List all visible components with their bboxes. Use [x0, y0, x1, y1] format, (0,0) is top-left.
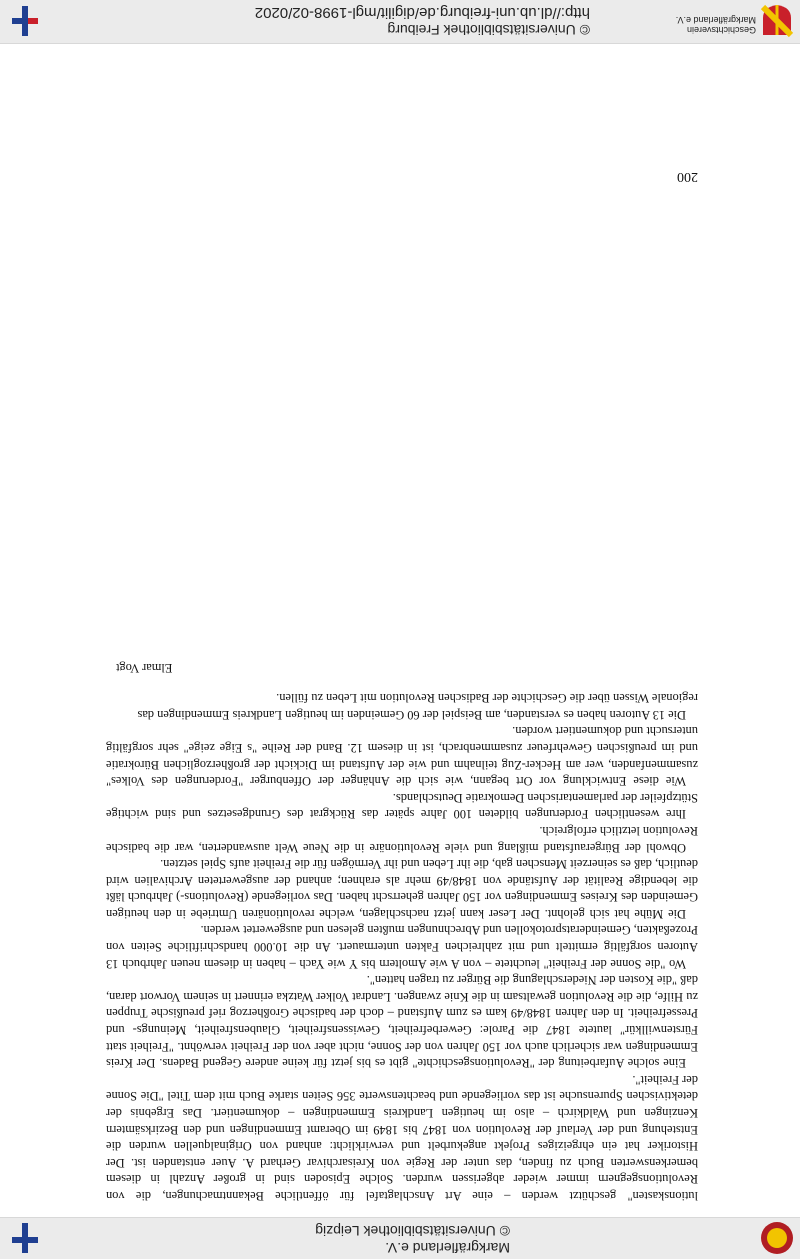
- paragraph: Obwohl der Bürgeraufstand mißlang und viele Revolutionäre in die Neue Welt auswanderten, war die badische Revolution letztlich erfolgreich.: [106, 823, 698, 855]
- document-body: [106, 659, 698, 1204]
- footer-source-link[interactable]: http://dl.ub.uni-freiburg.de/digilit/mgl-1998-02/0202: [254, 4, 590, 21]
- paragraph: Die Mühe hat sich gelohnt. Der Leser kann jetzt nachschlagen, welche revolutionären Umtriebe in den heutigen Gemeinden des Kreises Emmendingen vor 150 Jahren geherrscht haben. Das vorliegende (Revolutions-) Jahrbuch läßt die lebendige Realität der Aufstände von 1848/49 mehr als erahnen; anhand der ausgewerteten Archivalien wird deutlich, daß es seinerzeit Menschen gab, die ihr Leben und ihr Vermögen für die Freiheit aufs Spiel setzten.: [106, 857, 698, 921]
- paragraph: Wo "die Sonne der Freiheit" leuchtete – von A wie Amoltern bis Y wie Yach – haben in diesem neuen Jahrbuch 13 Autoren sorgfältig ermittelt und mit zahlreichen Fakten untermauert. An die 10.000 handschriftliche Seiten von Prozeßakten, Gemeinderatsprotokollen und Abrechnungen mußten gelesen und ausgewertet werden.: [106, 923, 698, 971]
- author-signature: Elmar Vogt: [116, 660, 173, 675]
- association-crest-icon: [760, 1221, 794, 1255]
- paragraph: Wie diese Entwicklung vor Ort begann, wie sich die Anhänger der Offenburger "Forderungen des Volkes" zusammenfanden, wer am Hecker-Zug teilnahm und wie der Aufstand im Dickicht der großherzoglichen Bürokratie und im preußischen Gewehrfeuer zusammenbrach, ist in diesem 12. Band der Reihe "s Eige zeige" sehr sorgfältig untersucht und dokumentiert worden.: [106, 724, 698, 789]
- header-line-2: © Universitätsbibliothek Leipzig: [315, 1223, 510, 1239]
- header-line-1: Markgräflerland e.V.: [385, 1240, 510, 1256]
- association-line-2: Markgräflerland e.V.: [675, 15, 756, 25]
- library-logo-icon: [10, 1221, 40, 1255]
- paragraph: Ihre wesentlichen Forderungen bildeten 100 Jahre später das Rückgrat des Grundgesetzes und sind wichtige Stützpfeiler der parlamentarischen Demokratie Deutschlands.: [106, 790, 698, 822]
- paragraph: lutionskasten" geschützt werden – eine Art Anschlagtafel für öffentliche Bekanntmachungen, die von Revolutionsgegnern immer wieder abgerissen wurden. Solche Episoden sind in großer Anzahl in diesem bemerkenswerten Buch zu finden, das unter der Regie von Kreisarchivar Gerhard A. Auer entstanden ist. Der Historiker hat ein ehrgeiziges Projekt angekurbelt und verwirklicht: anhand von Originalquellen wurden die Entstehung und der Verlauf der Revolution von 1847 bis 1849 im Oberamt Emmendingen und den Bezirksämtern Kenzingen und Waldkirch – also im heutigen Landkreis Emmendingen – dokumentiert. Das Ergebnis der detektivischen Spurensuche ist das vorliegende und beachtenswerte 356 Seiten starke Buch mit dem Titel "Die Sonne der Freiheit".: [106, 1072, 698, 1203]
- association-line-1: Geschichtsverein: [686, 25, 756, 35]
- bottom-toolbar: [0, 0, 800, 44]
- paragraph: Die 13 Autoren haben es verstanden, am Beispiel der 60 Gemeinden im heutigen Landkreis Emmendingen das regionale Wissen über die Geschichte der Badischen Revolution mit Leben zu füllen.: [137, 691, 698, 722]
- page-number-text: 200: [677, 169, 698, 184]
- page-number: [106, 168, 698, 184]
- library-logo-icon: [10, 4, 40, 38]
- top-toolbar: [0, 1217, 800, 1259]
- association-name: [676, 15, 756, 35]
- footer-library-credit: © Universitätsbibliothek Freiburg: [387, 22, 590, 38]
- paragraph: Eine solche Aufarbeitung der "Revolutionsgeschichte" gibt es bis jetzt für keine andere Gegend Badens. Der Kreis Emmendingen war sicherlich auch vor 150 Jahren von der Sonne, nicht aber von der Freiheit verwöhnt. "Freiheit statt Fürstenwillkür" lautete 1847 die Parole: Gewerbefreiheit, Gewissensfreiheit, Glaubensfreiheit, Meinungs- und Pressefreiheit. In den Jahren 1848/49 kam es zum Aufstand – doch der badische Großherzog rief preußische Truppen zu Hilfe, die die Revolution gewaltsam in die Knie zwangen. Landrat Volker Watzka erinnert in seinem Vorwort daran, daß "die Kosten der Niederschlagung die Bürger zu tragen hatten".: [106, 973, 698, 1071]
- association-crest-icon: [760, 4, 794, 38]
